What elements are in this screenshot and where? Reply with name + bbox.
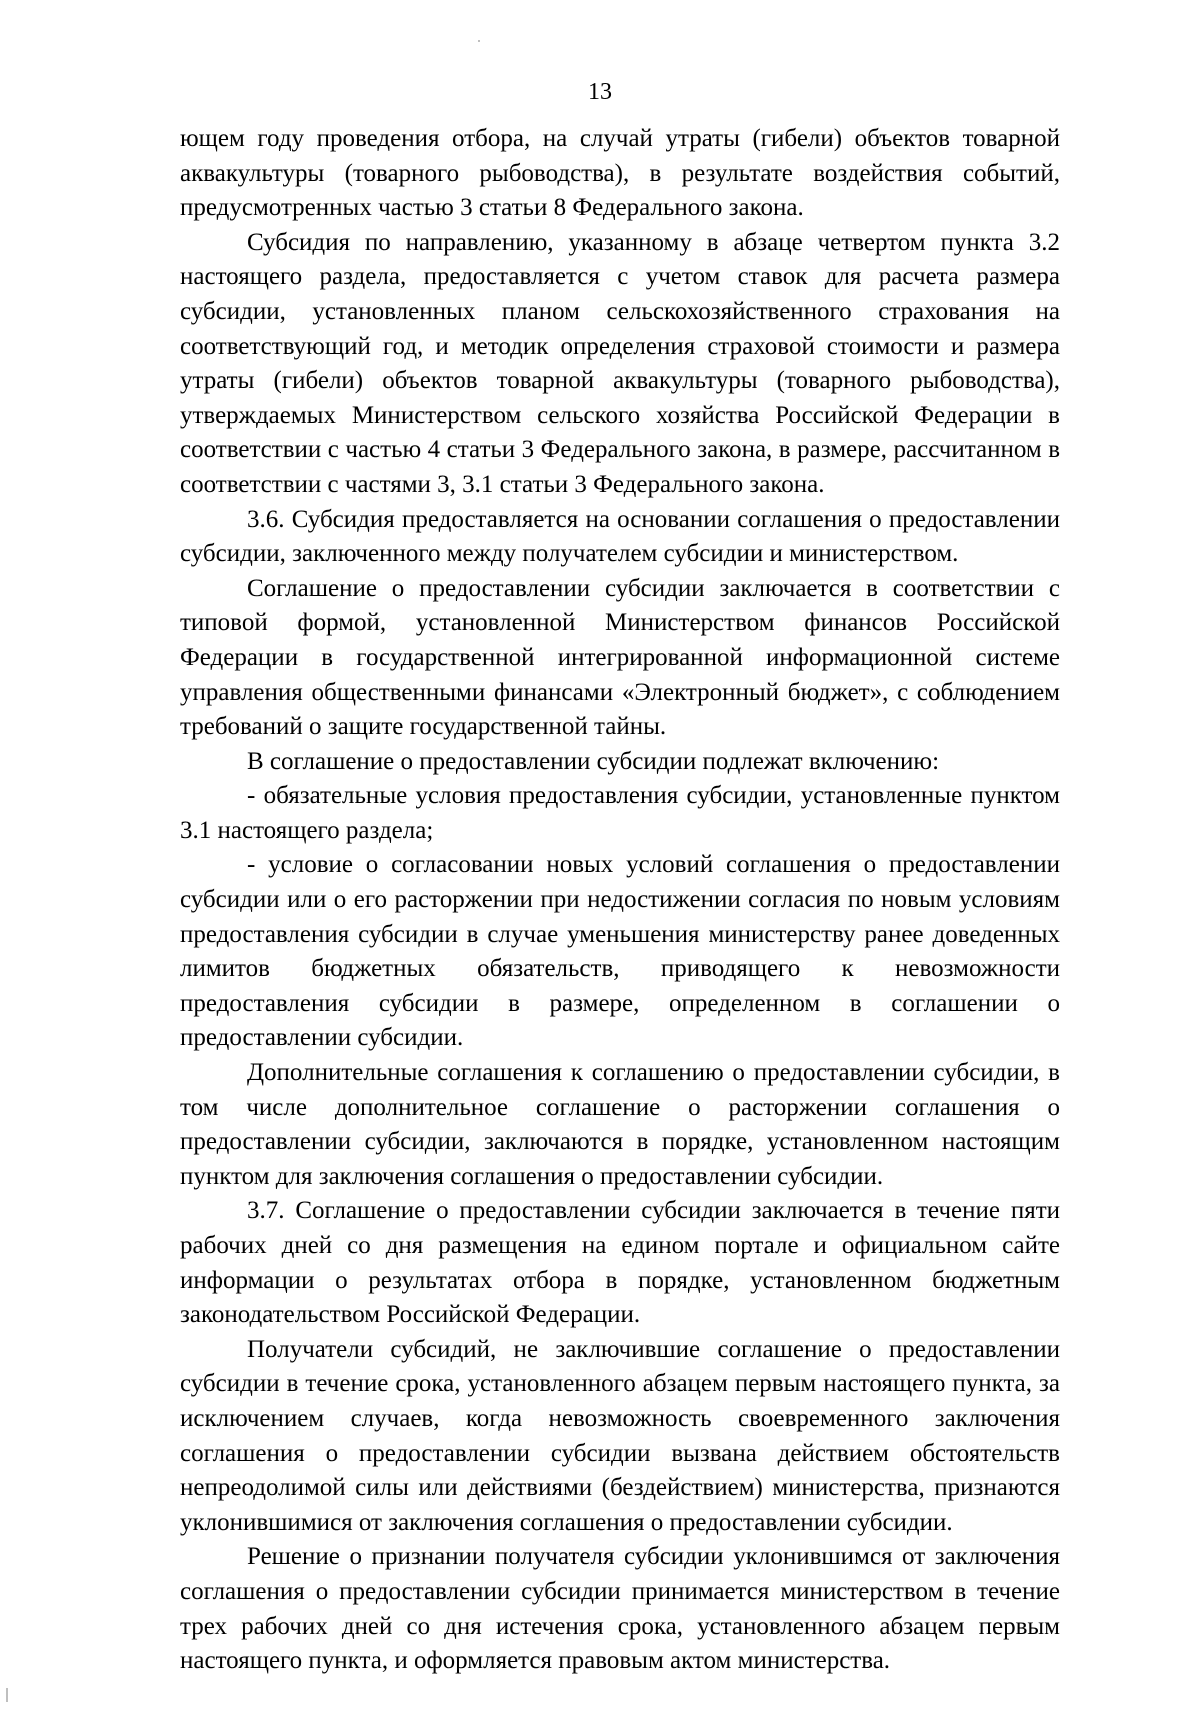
- list-item-1: - обязательные условия предоставления субсидии, установленные пунктом 3.1 настоящего раздела;: [180, 782, 1060, 844]
- paragraph-5: В соглашение о предоставлении субсидии подлежат включению:: [247, 747, 940, 775]
- scan-edge-mark: [6, 1688, 8, 1702]
- paragraph-3: 3.6. Субсидия предоставляется на основании соглашения о предоставлении субсидии, заключенного между получателем субсидии и министерством.: [180, 505, 1060, 568]
- paragraph-8: Получатели субсидий, не заключившие соглашение о предоставлении субсидии в течение срока, установленного абзацем первым настоящего пункта, за исключением случаев, когда невозможность своевременного заключения соглашения о предоставлении субсидии вызвана действием обстоятельств непреодолимой силы или действиями (бездействием) министерства, признаются уклонившимися от заключения соглашения о предоставлении субсидии.: [180, 1335, 1060, 1536]
- paragraph-4: Соглашение о предоставлении субсидии заключается в соответствии с типовой формой, установленной Министерством финансов Российской Федерации в государственной интегрированной информационной системе управления общественными финансами «Электронный бюджет», с соблюдением требований о защите государственной тайны.: [180, 574, 1060, 741]
- paragraph-2: Субсидия по направлению, указанному в абзаце четвертом пункта 3.2 настоящего раздела, предоставляется с учетом ставок для расчета размера субсидии, установленных планом сельскохозяйственного страхования на соответствующий год, и методик определения страховой стоимости и размера утраты (гибели) объектов товарной аквакультуры (товарного рыбоводства), утверждаемых Министерством сельского хозяйства Российской Федерации в соответствии с частью 4 статьи 3 Федерального закона, в размере, рассчитанном в соответствии с частями 3, 3.1 статьи 3 Федерального закона.: [180, 228, 1060, 498]
- scan-speck: [478, 40, 480, 42]
- paragraph-1: ющем году проведения отбора, на случай утраты (гибели) объектов товарной аквакультуры (товарного рыбоводства), в результате воздействия событий, предусмотренных частью 3 статьи 8 Федерального закона.: [180, 125, 1060, 222]
- page-number: 13: [588, 79, 612, 105]
- paragraph-9: Решение о признании получателя субсидии уклонившимся от заключения соглашения о предоставлении субсидии принимается министерством в течение трех рабочих дней со дня истечения срока, установленного абзацем первым настоящего пункта, и оформляется правовым актом министерства.: [180, 1543, 1060, 1675]
- list-item-2: - условие о согласовании новых условий соглашения о предоставлении субсидии или о его расторжении при недостижении согласия по новым условиям предоставления субсидии в случае уменьшения министерству ранее доведенных лимитов бюджетных обязательств, приводящего к невозможности предоставления субсидии в размере, определенном в соглашении о предоставлении субсидии.: [180, 851, 1060, 1052]
- paragraph-6: Дополнительные соглашения к соглашению о предоставлении субсидии, в том числе дополнительное соглашение о расторжении соглашения о предоставлении субсидии, заключаются в порядке, установленном настоящим пунктом для заключения соглашения о предоставлении субсидии.: [180, 1059, 1060, 1190]
- document-body: [180, 122, 1060, 1679]
- paragraph-7: 3.7. Соглашение о предоставлении субсидии заключается в течение пяти рабочих дней со дня размещения на едином портале и официальном сайте информации о результатах отбора в порядке, установленном бюджетным законодательством Российской Федерации.: [180, 1197, 1060, 1329]
